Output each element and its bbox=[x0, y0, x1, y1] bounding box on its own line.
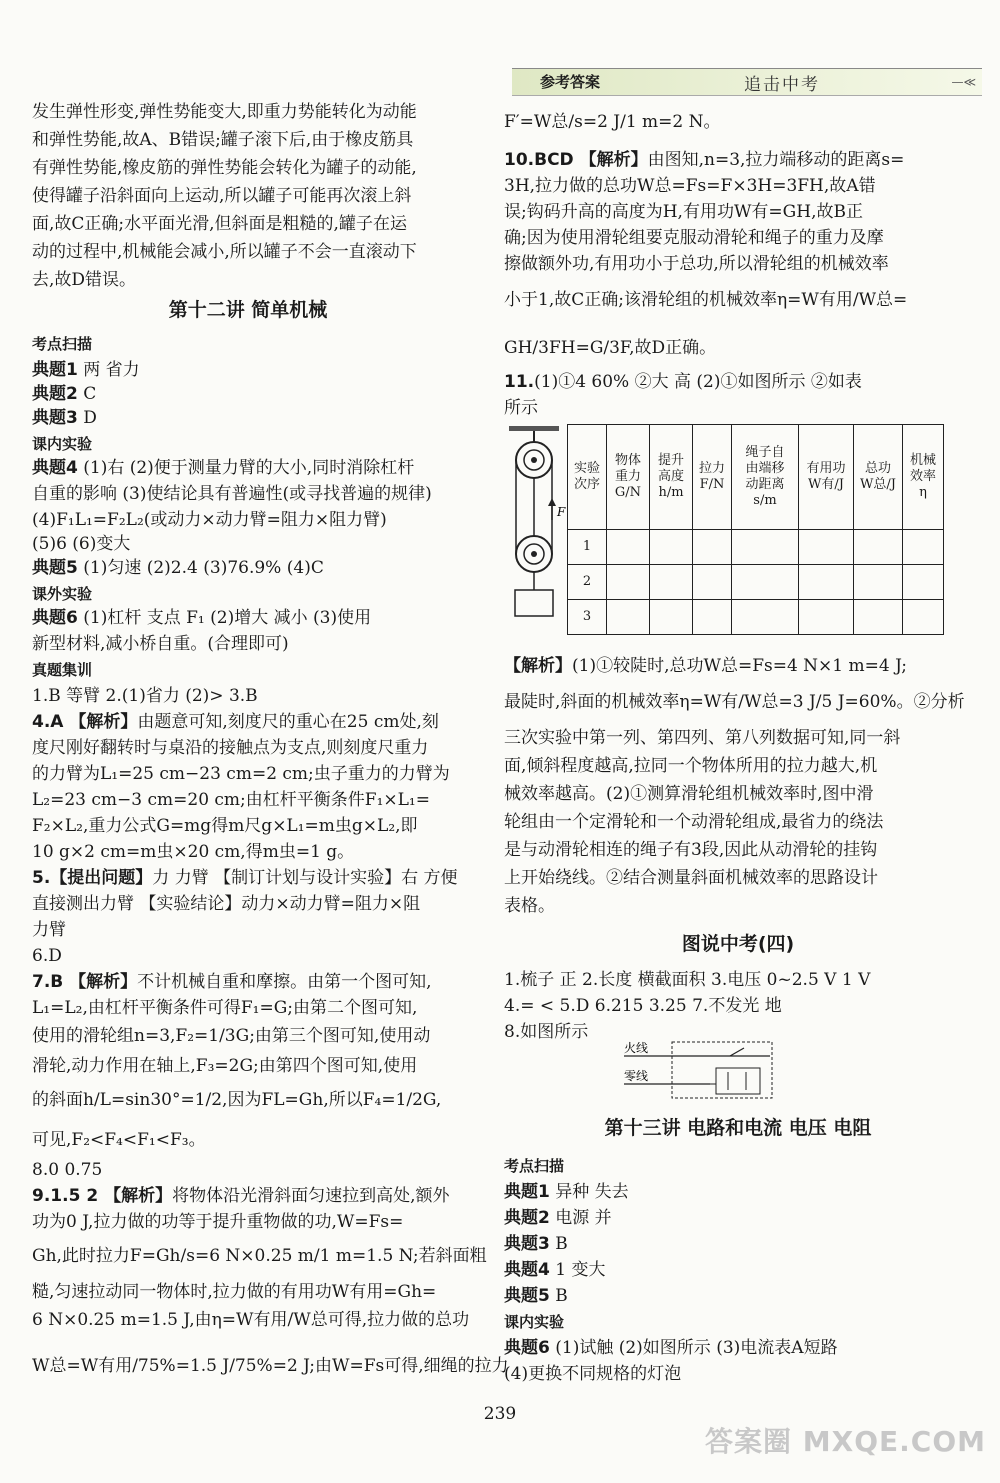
left-text-line: 的力臂为L₁=25 cm−23 cm=2 cm;虫子重力的力臂为 bbox=[32, 764, 450, 784]
table-header-cell: 有用功 W有/J bbox=[799, 425, 854, 530]
table-cell bbox=[693, 530, 732, 565]
table-header-cell: 实验 次序 bbox=[568, 425, 607, 530]
page-number: 239 bbox=[483, 1404, 517, 1424]
left-text-line: 4.A 【解析】由题意可知,刻度尺的重心在25 cm处,刻 bbox=[32, 712, 439, 732]
header-label: 参考答案 bbox=[540, 73, 601, 91]
pulley-diagram bbox=[505, 424, 567, 620]
left-text-line: 面,故C正确;水平面光滑,但斜面是粗糙的,罐子在运 bbox=[32, 214, 407, 234]
table-cell bbox=[732, 600, 799, 635]
right-text-line: 典题1 异种 失去 bbox=[504, 1182, 629, 1202]
force-label: F bbox=[557, 505, 566, 519]
left-text-line: 典题3 D bbox=[32, 408, 97, 428]
left-text-line: 使用的滑轮组n=3,F₂=1/3G;由第三个图可知,使用动 bbox=[32, 1026, 431, 1046]
left-text-line: 6.D bbox=[32, 946, 62, 966]
right-text-line: 典题6 (1)试触 (2)如图所示 (3)电流表A短路 bbox=[504, 1338, 838, 1358]
table-cell: 3 bbox=[568, 600, 607, 635]
item-label: 【解析】 bbox=[504, 656, 572, 676]
left-text-line: 有弹性势能,橡皮筋的弹性势能会转化为罐子的动能, bbox=[32, 158, 417, 178]
right-text-line: 典题3 B bbox=[504, 1234, 568, 1254]
right-text-line: 11.(1)①4 60% ②大 高 (2)①如图所示 ②如表 bbox=[504, 372, 862, 392]
left-text-line: (4)F₁L₁=F₂L₂(或动力×动力臂=阻力×阻力臂) bbox=[32, 510, 387, 530]
left-text-line: 去,故D错误。 bbox=[32, 270, 137, 290]
table-cell bbox=[607, 530, 650, 565]
right-text-line: 典题2 电源 并 bbox=[504, 1208, 612, 1228]
right-text-line: GH/3FH=G/3F,故D正确。 bbox=[504, 338, 717, 358]
left-text-line: 典题4 (1)右 (2)便于测量力臂的大小,同时消除杠杆 bbox=[32, 458, 415, 478]
section-heading-line: 课内实验 bbox=[504, 1313, 565, 1331]
left-text-line: 典题6 (1)杠杆 支点 F₁ (2)增大 减小 (3)使用 bbox=[32, 608, 372, 628]
section-heading-line: 图说中考(四) bbox=[681, 933, 795, 955]
left-text-line: 9.1.5 2 【解析】将物体沿光滑斜面匀速拉到高处,额外 bbox=[32, 1186, 450, 1206]
left-text-line: 糙,匀速拉动同一物体时,拉力做的有用功W有用=Gh= bbox=[32, 1282, 437, 1302]
right-text-line: 三次实验中第一列、第四列、第八列数据可知,同一斜 bbox=[504, 728, 901, 748]
section-heading-line: 考点扫描 bbox=[504, 1157, 565, 1175]
section-heading-line: 课外实验 bbox=[32, 585, 93, 603]
left-text-line: (5)6 (6)变大 bbox=[32, 534, 131, 554]
table-cell bbox=[799, 565, 854, 600]
watermark: 答案圈 MXQE.COM bbox=[705, 1425, 986, 1458]
left-text-line: 自重的影响 (3)使结论具有普遍性(或寻找普遍的规律) bbox=[32, 484, 432, 504]
left-text-line: 10 g×2 cm=m虫×20 cm,得m虫=1 g。 bbox=[32, 842, 355, 862]
right-text-line: 所示 bbox=[504, 398, 538, 418]
table-cell bbox=[903, 600, 944, 635]
table-cell bbox=[854, 600, 903, 635]
right-text-line: F′=W总/s=2 J/1 m=2 N。 bbox=[504, 112, 721, 132]
left-text-line: 的斜面h/L=sin30°=1/2,因为FL=Gh,所以F₄=1/2G, bbox=[32, 1090, 442, 1110]
right-text-line: 上开始绕线。②结合测量斜面机械效率的思路设计 bbox=[504, 868, 878, 888]
left-text-line: 典题2 C bbox=[32, 384, 97, 404]
table-header-cell: 总功 W总/J bbox=[854, 425, 903, 530]
item-label: 典题6 bbox=[32, 608, 78, 628]
table-header-cell: 绳子自 由端移 动距离 s/m bbox=[732, 425, 799, 530]
section-heading-line: 课内实验 bbox=[32, 435, 93, 453]
section-heading-line: 第十二讲 简单机械 bbox=[168, 299, 328, 321]
table-cell bbox=[693, 600, 732, 635]
left-text-line: 5.【提出问题】力 力臂 【制订计划与设计实验】右 方便 bbox=[32, 868, 458, 888]
table-header-cell: 提升 高度 h/m bbox=[650, 425, 693, 530]
table-header-cell: 机械 效率 η bbox=[903, 425, 944, 530]
header-ornament-icon: —≪ bbox=[951, 75, 976, 89]
item-label: 典题1 bbox=[32, 360, 78, 380]
right-text-line: 典题4 1 变大 bbox=[504, 1260, 606, 1280]
table-row bbox=[568, 600, 944, 635]
table-cell bbox=[799, 530, 854, 565]
section-heading-line: 第十三讲 电路和电流 电压 电阻 bbox=[604, 1117, 872, 1139]
table-cell bbox=[650, 565, 693, 600]
left-text-line: 新型材料,减小桥自重。(合理即可) bbox=[32, 634, 289, 654]
item-label: 典题2 bbox=[504, 1208, 550, 1228]
table-cell bbox=[693, 565, 732, 600]
table-cell: 2 bbox=[568, 565, 607, 600]
table-cell bbox=[903, 565, 944, 600]
right-text-line: 确;因为使用滑轮组要克服动滑轮和绳子的重力及摩 bbox=[504, 228, 884, 248]
left-text-line: 力臂 bbox=[32, 920, 66, 940]
table-row bbox=[568, 565, 944, 600]
item-label: 典题5 bbox=[504, 1286, 550, 1306]
item-label: 典题3 bbox=[504, 1234, 550, 1254]
right-text-line: 擦做额外功,有用功小于总功,所以滑轮组的机械效率 bbox=[504, 254, 889, 274]
item-label: 4.A 【解析】 bbox=[32, 712, 138, 732]
circuit-diagram bbox=[620, 1038, 780, 1102]
item-label: 典题2 bbox=[32, 384, 78, 404]
left-text-line: 度尺刚好翻转时与桌沿的接触点为支点,则刻度尺重力 bbox=[32, 738, 429, 758]
right-text-line: 【解析】(1)①较陡时,总功W总=Fs=4 N×1 m=4 J; bbox=[504, 656, 907, 676]
left-text-line: 1.B 等臂 2.(1)省力 (2)> 3.B bbox=[32, 686, 258, 706]
item-label: 11. bbox=[504, 372, 535, 392]
right-text-line: 最陡时,斜面的机械效率η=W有/W总=3 J/5 J=60%。②分析 bbox=[504, 692, 965, 712]
table-row bbox=[568, 530, 944, 565]
table-cell bbox=[799, 600, 854, 635]
item-label: 7.B 【解析】 bbox=[32, 972, 138, 992]
item-label: 典题5 bbox=[32, 558, 78, 578]
left-text-line: F₂×L₂,重力公式G=mg得m尺g×L₁=m虫g×L₂,即 bbox=[32, 816, 418, 836]
left-text-line: 功为0 J,拉力做的功等于提升重物做的功,W=Fs= bbox=[32, 1212, 404, 1232]
table-cell bbox=[732, 565, 799, 600]
table-cell bbox=[650, 600, 693, 635]
left-text-line: 6 N×0.25 m=1.5 J,由η=W有用/W总可得,拉力做的总功 bbox=[32, 1310, 470, 1330]
right-text-line: 4.= < 5.D 6.215 3.25 7.不发光 地 bbox=[504, 996, 782, 1016]
left-text-line: 可见,F₂<F₄<F₁<F₃。 bbox=[32, 1130, 206, 1150]
data-table bbox=[567, 424, 944, 635]
table-cell bbox=[732, 530, 799, 565]
neutral-wire-label: 零线 bbox=[624, 1069, 649, 1083]
running-header bbox=[512, 68, 982, 96]
item-label: 典题1 bbox=[504, 1182, 550, 1202]
left-text-line: 典题5 (1)匀速 (2)2.4 (3)76.9% (4)C bbox=[32, 558, 324, 578]
table-cell bbox=[607, 600, 650, 635]
right-text-line: 误;钩码升高的高度为H,有用功W有=GH,故B正 bbox=[504, 202, 863, 222]
right-text-line: 3H,拉力做的总功W总=Fs=F×3H=3FH,故A错 bbox=[504, 176, 876, 196]
table-cell bbox=[650, 530, 693, 565]
left-text-line: 7.B 【解析】不计机械自重和摩擦。由第一个图可知, bbox=[32, 972, 432, 992]
right-text-line: 表格。 bbox=[504, 896, 555, 916]
table-header-cell: 物体 重力 G/N bbox=[607, 425, 650, 530]
left-text-line: Gh,此时拉力F=Gh/s=6 N×0.25 m/1 m=1.5 N;若斜面粗 bbox=[32, 1246, 487, 1266]
left-text-line: 典题1 两 省力 bbox=[32, 360, 140, 380]
section-heading-line: 考点扫描 bbox=[32, 335, 93, 353]
left-text-line: L₁=L₂,由杠杆平衡条件可得F₁=G;由第二个图可知, bbox=[32, 998, 418, 1018]
table-cell: 1 bbox=[568, 530, 607, 565]
section-heading-line: 真题集训 bbox=[32, 661, 93, 679]
right-text-line: (4)更换不同规格的灯泡 bbox=[504, 1364, 682, 1384]
table-cell bbox=[854, 530, 903, 565]
right-text-line: 1.梳子 正 2.长度 横截面积 3.电压 0~2.5 V 1 V bbox=[504, 970, 871, 990]
table-header-cell: 拉力 F/N bbox=[693, 425, 732, 530]
left-text-line: 动的过程中,机械能会减小,所以罐子不会一直滚动下 bbox=[32, 242, 417, 262]
item-label: 10.BCD 【解析】 bbox=[504, 150, 648, 170]
right-text-line: 是与动滑轮相连的绳子有3段,因此从动滑轮的挂钩 bbox=[504, 840, 878, 860]
left-text-line: 滑轮,动力作用在轴上,F₃=2G;由第四个图可知,使用 bbox=[32, 1056, 418, 1076]
right-text-line: 10.BCD 【解析】由图知,n=3,拉力端移动的距离s= bbox=[504, 150, 905, 170]
item-label: 典题4 bbox=[32, 458, 78, 478]
left-text-line: 发生弹性形变,弹性势能变大,即重力势能转化为动能 bbox=[32, 102, 417, 122]
item-label: 典题6 bbox=[504, 1338, 550, 1358]
right-text-line: 械效率越高。(2)①测算滑轮组机械效率时,图中滑 bbox=[504, 784, 874, 804]
right-text-line: 轮组由一个定滑轮和一个动滑轮组成,最省力的绕法 bbox=[504, 812, 884, 832]
item-label: 典题4 bbox=[504, 1260, 550, 1280]
item-label: 5.【提出问题】 bbox=[32, 868, 153, 888]
left-text-line: W总=W有用/75%=1.5 J/75%=2 J;由W=Fs可得,细绳的拉力 bbox=[32, 1356, 509, 1376]
right-text-line: 小于1,故C正确;该滑轮组的机械效率η=W有用/W总= bbox=[504, 290, 908, 310]
table-cell bbox=[903, 530, 944, 565]
item-label: 典题3 bbox=[32, 408, 78, 428]
left-text-line: 和弹性势能,故A、B错误;罐子滚下后,由于橡皮筋具 bbox=[32, 130, 414, 150]
table-cell bbox=[854, 565, 903, 600]
item-label: 9.1.5 2 【解析】 bbox=[32, 1186, 173, 1206]
right-text-line: 面,倾斜程度越高,拉同一个物体所用的拉力越大,机 bbox=[504, 756, 878, 776]
right-text-line: 典题5 B bbox=[504, 1286, 568, 1306]
left-text-line: L₂=23 cm−3 cm=20 cm;由杠杆平衡条件F₁×L₁= bbox=[32, 790, 430, 810]
table-cell bbox=[607, 565, 650, 600]
left-text-line: 直接测出力臂 【实验结论】动力×动力臂=阻力×阻 bbox=[32, 894, 421, 914]
live-wire-label: 火线 bbox=[624, 1041, 649, 1055]
header-series: 追击中考 bbox=[744, 75, 820, 95]
left-text-line: 8.0 0.75 bbox=[32, 1160, 103, 1180]
left-text-line: 使得罐子沿斜面向上运动,所以罐子可能再次滚上斜 bbox=[32, 186, 412, 206]
right-text-line: 8.如图所示 bbox=[504, 1022, 589, 1042]
